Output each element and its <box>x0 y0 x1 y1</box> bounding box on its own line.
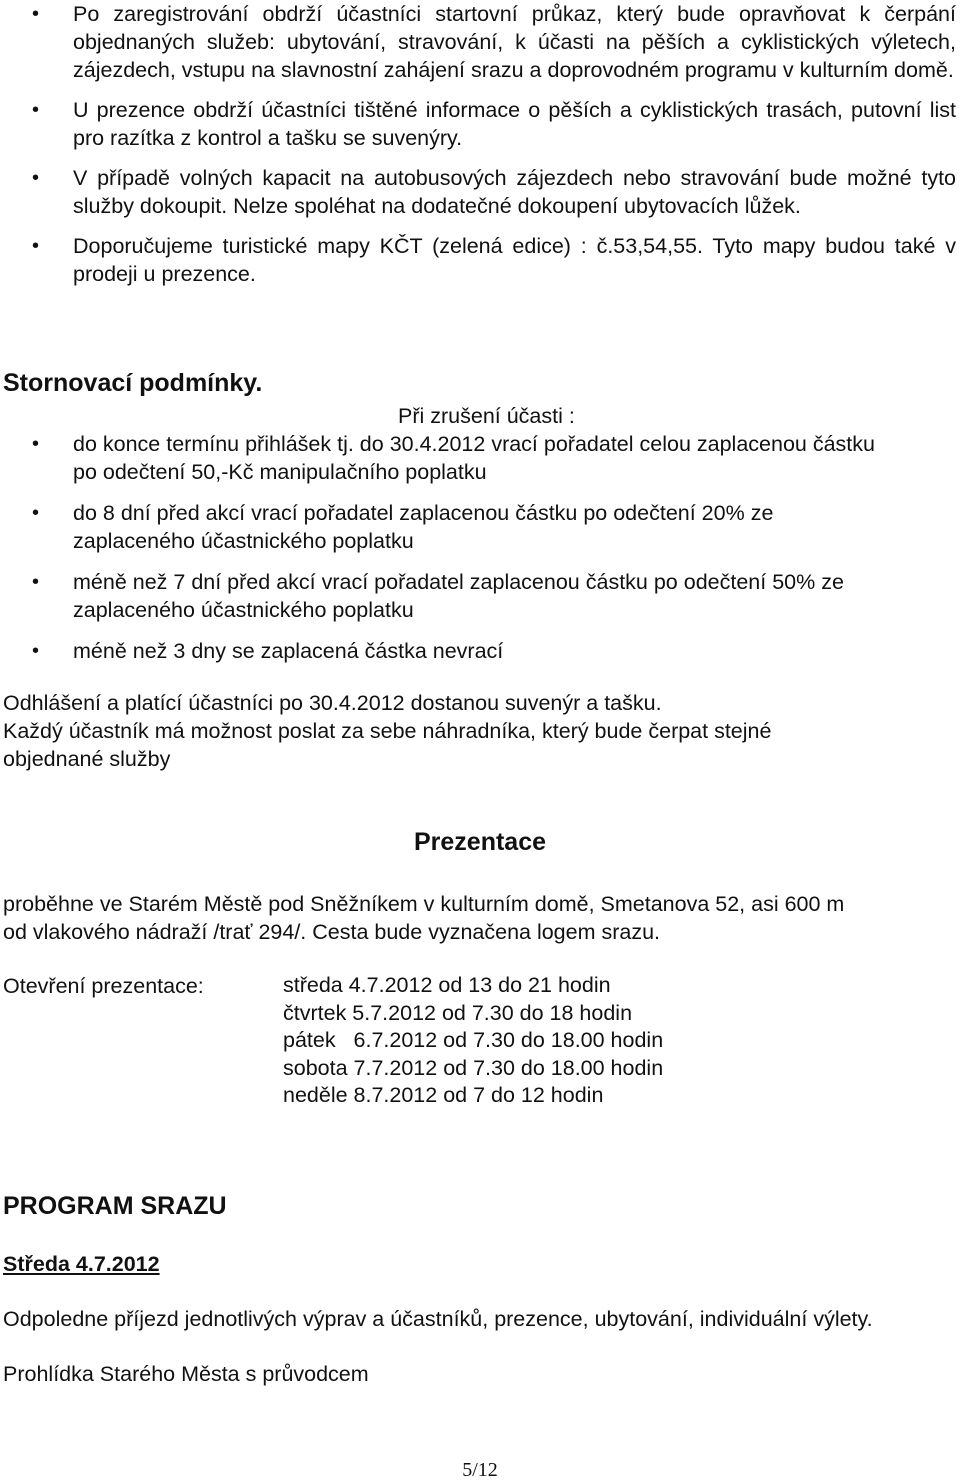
opening-row: sobota 7.7.2012 od 7.30 do 18.00 hodin <box>283 1055 664 1080</box>
prezentace-heading: Prezentace <box>413 828 547 856</box>
program-heading: PROGRAM SRAZU <box>3 1192 227 1220</box>
list-item: • V případě volných kapacit na autobusových zájezdech nebo stravování bude možné tyto služby dokoupit. Nelze spoléhat na dodatečné dokoupení ubytovacích lůžek. <box>0 164 956 220</box>
day-program-text: Odpoledne příjezd jednotlivých výprav a účastníků, prezence, ubytování, individuální výlety. <box>3 1307 873 1331</box>
opening-hours-list <box>283 972 663 1110</box>
list-item: • U prezence obdrží účastníci tištěné informace o pěších a cyklistických trasách, putovní list pro razítka z kontrol a tašku se suvenýry. <box>0 96 956 152</box>
day-title: Středa 4.7.2012 <box>3 1252 160 1276</box>
opening-row: neděle 8.7.2012 od 7 do 12 hodin <box>283 1083 604 1107</box>
opening-row: středa 4.7.2012 od 13 do 21 hodin <box>283 973 611 997</box>
list-item: • Po zaregistrování obdrží účastníci startovní průkaz, který bude opravňovat k čerpání objednaných služeb: ubytování, stravování, k účasti na pěších a cyklistických výletech, zájezdech, vstupu na slavnostní zahájení srazu a doprovodném programu v kulturním domě. <box>0 0 956 84</box>
storno-subheading: Při zrušení účasti : <box>398 404 575 428</box>
list-item: • méně než 7 dní před akcí vrací pořadatel zaplacenou částku po odečtení 50% ze zaplaceného účastnického poplatku <box>0 568 900 624</box>
substitute-note: Každý účastník má možnost poslat za sebe náhradníka, který bude čerpat stejné objednané služby <box>3 719 772 771</box>
prezentace-text: proběhne ve Starém Městě pod Sněžníkem v kulturním domě, Smetanova 52, asi 600 m od vlakového nádraží /trať 294/. Cesta bude vyznačena logem srazu. <box>3 892 845 944</box>
day-program-tour: Prohlídka Starého Města s průvodcem <box>3 1362 369 1386</box>
list-item: • do konce termínu přihlášek tj. do 30.4.2012 vrací pořadatel celou zaplacenou částku po odečtení 50,-Kč manipulačního poplatku <box>0 430 900 486</box>
opening-row: pátek 6.7.2012 od 7.30 do 18.00 hodin <box>283 1028 664 1052</box>
list-item: • do 8 dní před akcí vrací pořadatel zaplacenou částku po odečtení 20% ze zaplaceného účastnického poplatku <box>0 499 900 555</box>
opening-label: Otevření prezentace: <box>3 974 204 998</box>
refund-note: Odhlášení a platící účastníci po 30.4.2012 dostanou suvenýr a tašku. <box>3 691 662 715</box>
info-bullet-list <box>0 0 956 288</box>
page-number: 5/12 <box>462 1459 498 1481</box>
opening-row: čtvrtek 5.7.2012 od 7.30 do 18 hodin <box>283 1000 633 1025</box>
list-item: • méně než 3 dny se zaplacená částka nevrací <box>0 637 900 665</box>
storno-heading: Stornovací podmínky. <box>3 369 263 397</box>
storno-condition-list <box>0 430 900 665</box>
list-item: • Doporučujeme turistické mapy KČT (zelená edice) : č.53,54,55. Tyto mapy budou také v prodeji u prezence. <box>0 232 956 288</box>
